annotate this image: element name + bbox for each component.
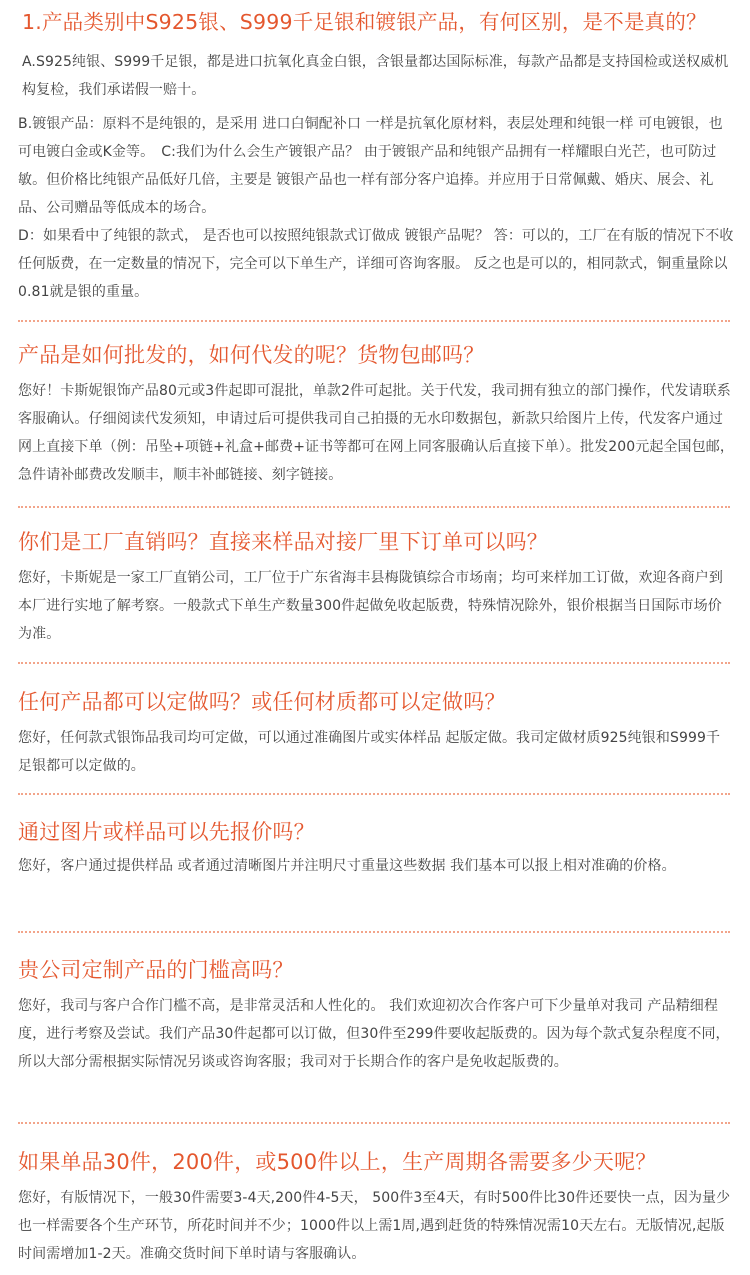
faq-title-7: 如果单品30件，200件，或500件以上，生产周期各需要多少天呢？ — [18, 1150, 657, 1174]
faq-answer-4: 您好，任何款式银饰品我司均可定做，可以通过准确图片或实体样品 起版定做。我司定做材质925纯银和S999千足银都可以定做的。 — [18, 730, 721, 774]
faq-answer-6: 您好，我司与客户合作门槛不高，是非常灵活和人性化的。 我们欢迎初次合作客户可下少量单对我司 产品精细程度，进行考察及尝试。我们产品30件起都可以订做，但30件至299件要收起版费的。因为每个款式复杂程度不同，所以大部分需根据实际情况另谈或咨询客服；我司对于长期合作的客户是免收起版费的。 — [18, 998, 730, 1070]
faq-title-3: 你们是工厂直销吗？直接来样品对接厂里下订单可以吗？ — [18, 530, 548, 554]
section-divider — [18, 662, 730, 664]
faq-title-4: 任何产品都可以定做吗？或任何材质都可以定做吗？ — [18, 690, 506, 714]
faq-title-5: 通过图片或样品可以先报价吗？ — [18, 820, 315, 844]
faq-answer-5: 您好，客户通过提供样品 或者通过清晰图片并注明尺寸重量这些数据 我们基本可以报上相对准确的价格。 — [18, 858, 676, 874]
faq-answer-1b: B.镀银产品：原料不是纯银的，是采用 进口白铜配补口 一样是抗氧化原材料，表层处理和纯银一样 可电镀银，也可电镀白金或K金等。 C:我们为什么会生产镀银产品？ 由于镀银产品和纯银产品拥有一样耀眼白光芒，也可防过敏。但价格比纯银产品低好几倍，主要是 镀银产品也一样有部分客户追捧。并应用于日常佩戴、婚庆、展会、礼品、公司赠品等低成本的场合。 — [18, 116, 723, 216]
faq-answer-1d: D：如果看中了纯银的款式， 是否也可以按照纯银款式订做成 镀银产品呢？ 答：可以的，工厂在有版的情况下不收任何版费，在一定数量的情况下，完全可以下单生产，详细可咨询客服。 反之也是可以的，相同款式，铜重量除以0.81就是银的重量。 — [18, 228, 734, 300]
faq-title-1: 1.产品类别中S925银、S999千足银和镀银产品，有何区别，是不是真的？ — [22, 10, 707, 34]
faq-answer-1a: A.S925纯银、S999千足银，都是进口抗氧化真金白银，含银量都达国际标准，每款产品都是支持国检或送权威机构复检，我们承诺假一赔十。 — [22, 54, 729, 98]
faq-answer-7: 您好，有版情况下，一般30件需要3-4天,200件4-5天， 500件3至4天，有时500件比30件还要快一点，因为量少也一样需要各个生产环节，所花时间并不少；1000件以上需1周,遇到赶货的特殊情况需10天左右。无版情况,起版时间需增加1-2天。准确交货时间下单时请与客服确认。 — [18, 1190, 731, 1262]
section-divider — [18, 320, 730, 322]
section-divider — [18, 931, 730, 933]
faq-title-6: 贵公司定制产品的门槛高吗？ — [18, 958, 294, 982]
section-divider — [18, 506, 730, 508]
section-divider — [18, 793, 730, 795]
section-divider — [18, 1122, 730, 1124]
faq-answer-2: 您好！卡斯妮银饰产品80元或3件起即可混批，单款2件可起批。关于代发，我司拥有独立的部门操作，代发请联系客服确认。仔细阅读代发须知，申请过后可提供我司自己拍摄的无水印数据包，新款只给图片上传，代发客户通过网上直接下单（例：吊坠+项链+礼盒+邮费+证书等都可在网上同客服确认后直接下单）。批发200元起全国包邮，急件请补邮费改发顺丰，顺丰补邮链接、刻字链接。 — [18, 383, 734, 483]
faq-title-2: 产品是如何批发的，如何代发的呢？货物包邮吗？ — [18, 343, 485, 367]
faq-answer-3: 您好，卡斯妮是一家工厂直销公司，工厂位于广东省海丰县梅陇镇综合市场南；均可来样加工订做，欢迎各商户到本厂进行实地了解考察。一般款式下单生产数量300件起做免收起版费，特殊情况除外，银价根据当日国际市场价为准。 — [18, 570, 723, 642]
